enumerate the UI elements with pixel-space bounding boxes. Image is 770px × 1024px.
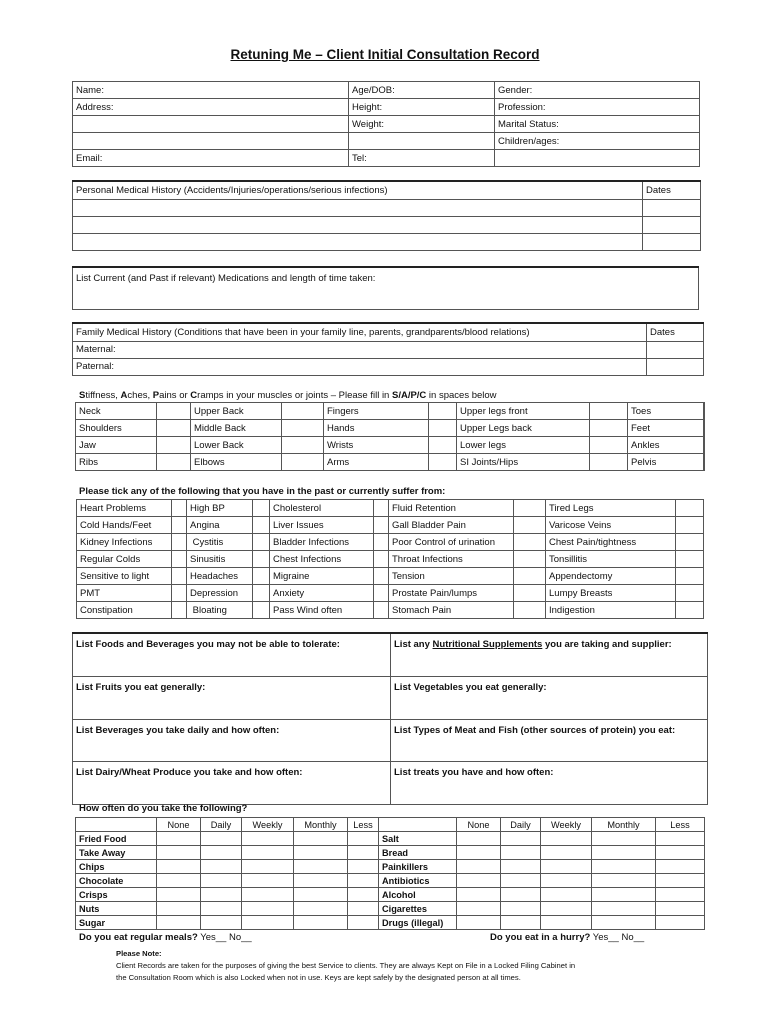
note-heading: Please Note: [116, 949, 162, 958]
sapc-entry-box[interactable] [704, 420, 705, 437]
condition-label: Pass Wind often [270, 602, 374, 619]
frequency-tick-box[interactable] [242, 846, 294, 860]
frequency-row [76, 916, 705, 930]
sapc-body-part: Arms [324, 454, 429, 471]
email-field[interactable]: Email: [73, 150, 349, 167]
frequency-tick-box[interactable] [242, 888, 294, 902]
frequency-item: Fried Food [76, 832, 157, 846]
frequency-tick-box[interactable] [348, 846, 379, 860]
frequency-tick-box[interactable] [541, 916, 592, 930]
sapc-body-part: Lower legs [457, 437, 590, 454]
frequency-column-header: Weekly [541, 818, 592, 832]
frequency-tick-box[interactable] [201, 832, 242, 846]
frequency-column-header: Weekly [242, 818, 294, 832]
frequency-tick-box[interactable] [201, 888, 242, 902]
condition-tick-box[interactable] [374, 585, 389, 602]
condition-tick-box[interactable] [514, 500, 546, 517]
sapc-body-part: Wrists [324, 437, 429, 454]
condition-label: Throat Infections [389, 551, 514, 568]
frequency-item: Take Away [76, 846, 157, 860]
frequency-item: Chips [76, 860, 157, 874]
frequency-item: Nuts [76, 902, 157, 916]
condition-tick-box[interactable] [514, 602, 546, 619]
frequency-tick-box[interactable] [201, 860, 242, 874]
condition-row [77, 551, 704, 568]
frequency-tick-box[interactable] [348, 888, 379, 902]
sapc-entry-box[interactable] [282, 437, 324, 454]
condition-label: Cholesterol [270, 500, 374, 517]
sapc-body-part: Elbows [191, 454, 282, 471]
sapc-row [76, 420, 705, 437]
sapc-table [75, 402, 705, 471]
note-line-1: Client Records are taken for the purposes of giving the best Service to clients. They are always Kept on File in a Locked Filing Cabinet in [116, 961, 576, 970]
frequency-item: Crisps [76, 888, 157, 902]
condition-tick-box[interactable] [172, 534, 187, 551]
condition-tick-box[interactable] [253, 568, 270, 585]
frequency-tick-box[interactable] [592, 874, 656, 888]
paternal-field[interactable]: Paternal: [73, 358, 647, 375]
condition-label: Sinusitis [187, 551, 253, 568]
condition-label: Migraine [270, 568, 374, 585]
sapc-entry-box[interactable] [157, 454, 191, 471]
frequency-tick-box[interactable] [592, 902, 656, 916]
frequency-item: Chocolate [76, 874, 157, 888]
condition-label: Chest Pain/tightness [546, 534, 676, 551]
condition-label: Angina [187, 517, 253, 534]
sapc-row [76, 437, 705, 454]
condition-label: Anxiety [270, 585, 374, 602]
history-entry[interactable] [73, 233, 643, 250]
maternal-field[interactable]: Maternal: [73, 341, 647, 358]
condition-label: PMT [77, 585, 172, 602]
note-line-2: the Consultation Room which is also Locked when not in use. Keys are kept safely by the designated person at all times. [116, 973, 521, 982]
frequency-tick-box[interactable] [592, 832, 656, 846]
condition-tick-box[interactable] [172, 585, 187, 602]
family-history-label: Family Medical History (Conditions that have been in your family line, parents, grandparents/blood relations) [73, 323, 647, 341]
condition-label: Cold Hands/Feet [77, 517, 172, 534]
supplements-field[interactable]: List any Nutritional Supplements you are taking and supplier: [391, 633, 708, 676]
blank-cell[interactable] [349, 133, 495, 150]
profession-field[interactable]: Profession: [495, 99, 700, 116]
sapc-entry-box[interactable] [282, 403, 324, 420]
paternal-date[interactable] [647, 358, 704, 375]
condition-label: Chest Infections [270, 551, 374, 568]
frequency-row [76, 846, 705, 860]
maternal-date[interactable] [647, 341, 704, 358]
name-field[interactable]: Name: [73, 82, 349, 99]
diet-table [72, 632, 708, 805]
history-date[interactable] [643, 216, 701, 233]
condition-tick-box[interactable] [253, 500, 270, 517]
frequency-tick-box[interactable] [201, 846, 242, 860]
condition-row [77, 500, 704, 517]
sapc-entry-box[interactable] [157, 403, 191, 420]
frequency-tick-box[interactable] [541, 846, 592, 860]
frequency-item: Antibiotics [379, 874, 457, 888]
condition-tick-box[interactable] [374, 602, 389, 619]
sapc-body-part: SI Joints/Hips [457, 454, 590, 471]
sapc-entry-box[interactable] [704, 403, 705, 420]
medical-history-table [72, 180, 701, 251]
condition-row [77, 568, 704, 585]
frequency-row [76, 860, 705, 874]
history-entry[interactable] [73, 199, 643, 216]
frequency-tick-box[interactable] [201, 916, 242, 930]
sapc-entry-box[interactable] [590, 403, 628, 420]
condition-tick-box[interactable] [374, 568, 389, 585]
frequency-tick-box[interactable] [294, 916, 348, 930]
frequency-tick-box[interactable] [157, 902, 201, 916]
frequency-tick-box[interactable] [201, 902, 242, 916]
frequency-tick-box[interactable] [457, 846, 501, 860]
frequency-corner [379, 818, 457, 832]
condition-label: High BP [187, 500, 253, 517]
condition-label: Varicose Veins [546, 517, 676, 534]
condition-label: Sensitive to light [77, 568, 172, 585]
condition-tick-box[interactable] [676, 517, 704, 534]
frequency-tick-box[interactable] [457, 888, 501, 902]
frequency-item: Bread [379, 846, 457, 860]
sapc-entry-box[interactable] [704, 454, 705, 471]
condition-label: Lumpy Breasts [546, 585, 676, 602]
condition-label: Fluid Retention [389, 500, 514, 517]
frequency-column-header: Monthly [294, 818, 348, 832]
medications-table [72, 266, 699, 310]
frequency-tick-box[interactable] [242, 832, 294, 846]
sapc-body-part: Ribs [76, 454, 157, 471]
frequency-row [76, 888, 705, 902]
frequency-tick-box[interactable] [656, 874, 705, 888]
condition-tick-box[interactable] [374, 551, 389, 568]
tel-field[interactable]: Tel: [349, 150, 495, 167]
frequency-row [76, 902, 705, 916]
conditions-table [76, 499, 704, 619]
frequency-row [76, 874, 705, 888]
address-line-2[interactable] [73, 116, 349, 133]
frequency-tick-box[interactable] [348, 860, 379, 874]
regular-meals-question[interactable]: Do you eat regular meals? Yes__ No__ [79, 932, 252, 943]
foods-tolerate-field[interactable]: List Foods and Beverages you may not be able to tolerate: [73, 633, 391, 676]
frequency-tick-box[interactable] [294, 902, 348, 916]
sapc-body-part: Upper legs front [457, 403, 590, 420]
condition-tick-box[interactable] [172, 500, 187, 517]
frequency-tick-box[interactable] [541, 860, 592, 874]
condition-label: Appendectomy [546, 568, 676, 585]
frequency-item: Alcohol [379, 888, 457, 902]
condition-tick-box[interactable] [676, 568, 704, 585]
frequency-table [75, 817, 705, 930]
frequency-item: Sugar [76, 916, 157, 930]
condition-tick-box[interactable] [514, 534, 546, 551]
sapc-row [76, 403, 705, 420]
condition-tick-box[interactable] [253, 534, 270, 551]
frequency-tick-box[interactable] [157, 860, 201, 874]
condition-row [77, 602, 704, 619]
frequency-tick-box[interactable] [592, 888, 656, 902]
frequency-tick-box[interactable] [656, 888, 705, 902]
frequency-tick-box[interactable] [157, 916, 201, 930]
frequency-item: Painkillers [379, 860, 457, 874]
condition-tick-box[interactable] [172, 602, 187, 619]
sapc-entry-box[interactable] [590, 420, 628, 437]
frequency-tick-box[interactable] [457, 916, 501, 930]
frequency-tick-box[interactable] [242, 874, 294, 888]
condition-label: Headaches [187, 568, 253, 585]
sapc-entry-box[interactable] [590, 437, 628, 454]
frequency-tick-box[interactable] [501, 916, 541, 930]
sapc-entry-box[interactable] [282, 420, 324, 437]
frequency-row [76, 832, 705, 846]
frequency-tick-box[interactable] [294, 846, 348, 860]
frequency-tick-box[interactable] [457, 832, 501, 846]
condition-label: Regular Colds [77, 551, 172, 568]
vegetables-field[interactable]: List Vegetables you eat generally: [391, 676, 708, 719]
weight-field[interactable]: Weight: [349, 116, 495, 133]
frequency-column-header: Daily [201, 818, 242, 832]
sapc-body-part: Jaw [76, 437, 157, 454]
sapc-body-part: Upper Back [191, 403, 282, 420]
sapc-body-part: Shoulders [76, 420, 157, 437]
children-ages-field[interactable]: Children/ages: [495, 133, 700, 150]
frequency-column-header: None [457, 818, 501, 832]
condition-tick-box[interactable] [514, 517, 546, 534]
frequency-tick-box[interactable] [157, 874, 201, 888]
condition-tick-box[interactable] [253, 517, 270, 534]
frequency-header-row [76, 818, 705, 832]
height-field[interactable]: Height: [349, 99, 495, 116]
condition-tick-box[interactable] [676, 551, 704, 568]
frequency-item: Salt [379, 832, 457, 846]
condition-tick-box[interactable] [374, 517, 389, 534]
frequency-tick-box[interactable] [157, 846, 201, 860]
condition-tick-box[interactable] [172, 568, 187, 585]
frequency-tick-box[interactable] [541, 888, 592, 902]
sapc-row [76, 454, 705, 471]
frequency-tick-box[interactable] [656, 902, 705, 916]
sapc-body-part: Toes [628, 403, 704, 420]
frequency-tick-box[interactable] [242, 902, 294, 916]
marital-status-field[interactable]: Marital Status: [495, 116, 700, 133]
frequency-column-header: Less [656, 818, 705, 832]
frequency-tick-box[interactable] [457, 902, 501, 916]
gender-field[interactable]: Gender: [495, 82, 700, 99]
condition-row [77, 534, 704, 551]
sapc-body-part: Fingers [324, 403, 429, 420]
condition-tick-box[interactable] [253, 551, 270, 568]
condition-tick-box[interactable] [374, 534, 389, 551]
sapc-entry-box[interactable] [429, 403, 457, 420]
sapc-body-part: Pelvis [628, 454, 704, 471]
condition-row [77, 517, 704, 534]
page-title: Retuning Me – Client Initial Consultation Record [230, 47, 540, 62]
frequency-tick-box[interactable] [541, 874, 592, 888]
sapc-body-part: Middle Back [191, 420, 282, 437]
condition-row [77, 585, 704, 602]
frequency-tick-box[interactable] [592, 846, 656, 860]
family-dates-header: Dates [647, 323, 704, 341]
history-entry[interactable] [73, 216, 643, 233]
condition-tick-box[interactable] [253, 585, 270, 602]
medications-field[interactable]: List Current (and Past if relevant) Medications and length of time taken: [73, 267, 699, 309]
condition-tick-box[interactable] [514, 551, 546, 568]
condition-label: Liver Issues [270, 517, 374, 534]
sapc-body-part: Feet [628, 420, 704, 437]
frequency-tick-box[interactable] [592, 916, 656, 930]
condition-label: Tension [389, 568, 514, 585]
frequency-tick-box[interactable] [457, 860, 501, 874]
address-field[interactable]: Address: [73, 99, 349, 116]
frequency-item: Cigarettes [379, 902, 457, 916]
sapc-entry-box[interactable] [429, 437, 457, 454]
frequency-tick-box[interactable] [157, 832, 201, 846]
sapc-body-part: Hands [324, 420, 429, 437]
frequency-tick-box[interactable] [656, 832, 705, 846]
condition-label: Heart Problems [77, 500, 172, 517]
family-history-table [72, 322, 704, 376]
frequency-tick-box[interactable] [501, 874, 541, 888]
condition-tick-box[interactable] [676, 500, 704, 517]
condition-tick-box[interactable] [374, 500, 389, 517]
beverages-field[interactable]: List Beverages you take daily and how often: [73, 719, 391, 761]
frequency-tick-box[interactable] [348, 902, 379, 916]
frequency-tick-box[interactable] [501, 902, 541, 916]
condition-label: Constipation [77, 602, 172, 619]
frequency-column-header: Daily [501, 818, 541, 832]
frequency-tick-box[interactable] [242, 860, 294, 874]
condition-label: Tired Legs [546, 500, 676, 517]
frequency-tick-box[interactable] [348, 916, 379, 930]
condition-label: Stomach Pain [389, 602, 514, 619]
frequency-tick-box[interactable] [348, 874, 379, 888]
condition-label: Bloating [187, 602, 253, 619]
frequency-column-header: None [157, 818, 201, 832]
condition-tick-box[interactable] [514, 568, 546, 585]
condition-label: Cystitis [187, 534, 253, 551]
sapc-instructions: Stiffness, Aches, Pains or Cramps in your muscles or joints – Please fill in S/A/P/C in spaces below [79, 390, 497, 401]
frequency-heading: How often do you take the following? [79, 803, 248, 814]
frequency-tick-box[interactable] [592, 860, 656, 874]
condition-tick-box[interactable] [676, 602, 704, 619]
sapc-body-part: Neck [76, 403, 157, 420]
sapc-entry-box[interactable] [157, 420, 191, 437]
treats-field[interactable]: List treats you have and how often: [391, 761, 708, 804]
conditions-heading: Please tick any of the following that you have in the past or currently suffer from: [79, 486, 446, 497]
sapc-body-part: Ankles [628, 437, 704, 454]
age-dob-field[interactable]: Age/DOB: [349, 82, 495, 99]
frequency-tick-box[interactable] [656, 860, 705, 874]
sapc-entry-box[interactable] [704, 437, 705, 454]
condition-tick-box[interactable] [514, 585, 546, 602]
frequency-tick-box[interactable] [501, 832, 541, 846]
frequency-tick-box[interactable] [501, 888, 541, 902]
frequency-tick-box[interactable] [157, 888, 201, 902]
frequency-column-header: Less [348, 818, 379, 832]
sapc-entry-box[interactable] [429, 454, 457, 471]
sapc-body-part: Lower Back [191, 437, 282, 454]
sapc-entry-box[interactable] [590, 454, 628, 471]
frequency-tick-box[interactable] [656, 846, 705, 860]
frequency-column-header: Monthly [592, 818, 656, 832]
condition-tick-box[interactable] [172, 551, 187, 568]
frequency-tick-box[interactable] [541, 902, 592, 916]
condition-tick-box[interactable] [676, 534, 704, 551]
frequency-tick-box[interactable] [294, 888, 348, 902]
condition-tick-box[interactable] [253, 602, 270, 619]
frequency-tick-box[interactable] [294, 860, 348, 874]
sapc-entry-box[interactable] [157, 437, 191, 454]
address-line-3[interactable] [73, 133, 349, 150]
frequency-tick-box[interactable] [656, 916, 705, 930]
eat-in-hurry-question[interactable]: Do you eat in a hurry? Yes__ No__ [490, 932, 645, 943]
frequency-tick-box[interactable] [501, 860, 541, 874]
frequency-tick-box[interactable] [242, 916, 294, 930]
condition-label: Kidney Infections [77, 534, 172, 551]
sapc-entry-box[interactable] [429, 420, 457, 437]
frequency-corner [76, 818, 157, 832]
meat-fish-field[interactable]: List Types of Meat and Fish (other sources of protein) you eat: [391, 719, 708, 761]
frequency-tick-box[interactable] [457, 874, 501, 888]
condition-label: Prostate Pain/lumps [389, 585, 514, 602]
frequency-tick-box[interactable] [541, 832, 592, 846]
frequency-item: Drugs (illegal) [379, 916, 457, 930]
condition-tick-box[interactable] [676, 585, 704, 602]
personal-details-table [72, 81, 700, 167]
condition-label: Bladder Infections [270, 534, 374, 551]
condition-label: Tonsillitis [546, 551, 676, 568]
dates-header: Dates [643, 181, 701, 199]
sapc-body-part: Upper Legs back [457, 420, 590, 437]
condition-label: Indigestion [546, 602, 676, 619]
history-date[interactable] [643, 199, 701, 216]
frequency-tick-box[interactable] [294, 874, 348, 888]
sapc-entry-box[interactable] [282, 454, 324, 471]
condition-label: Depression [187, 585, 253, 602]
fruits-field[interactable]: List Fruits you eat generally: [73, 676, 391, 719]
condition-tick-box[interactable] [172, 517, 187, 534]
history-date[interactable] [643, 233, 701, 250]
frequency-tick-box[interactable] [201, 874, 242, 888]
blank-cell[interactable] [495, 150, 700, 167]
dairy-wheat-field[interactable]: List Dairy/Wheat Produce you take and how often: [73, 761, 391, 804]
medical-history-label: Personal Medical History (Accidents/Injuries/operations/serious infections) [73, 181, 643, 199]
frequency-tick-box[interactable] [501, 846, 541, 860]
frequency-tick-box[interactable] [348, 832, 379, 846]
condition-label: Gall Bladder Pain [389, 517, 514, 534]
frequency-tick-box[interactable] [294, 832, 348, 846]
condition-label: Poor Control of urination [389, 534, 514, 551]
